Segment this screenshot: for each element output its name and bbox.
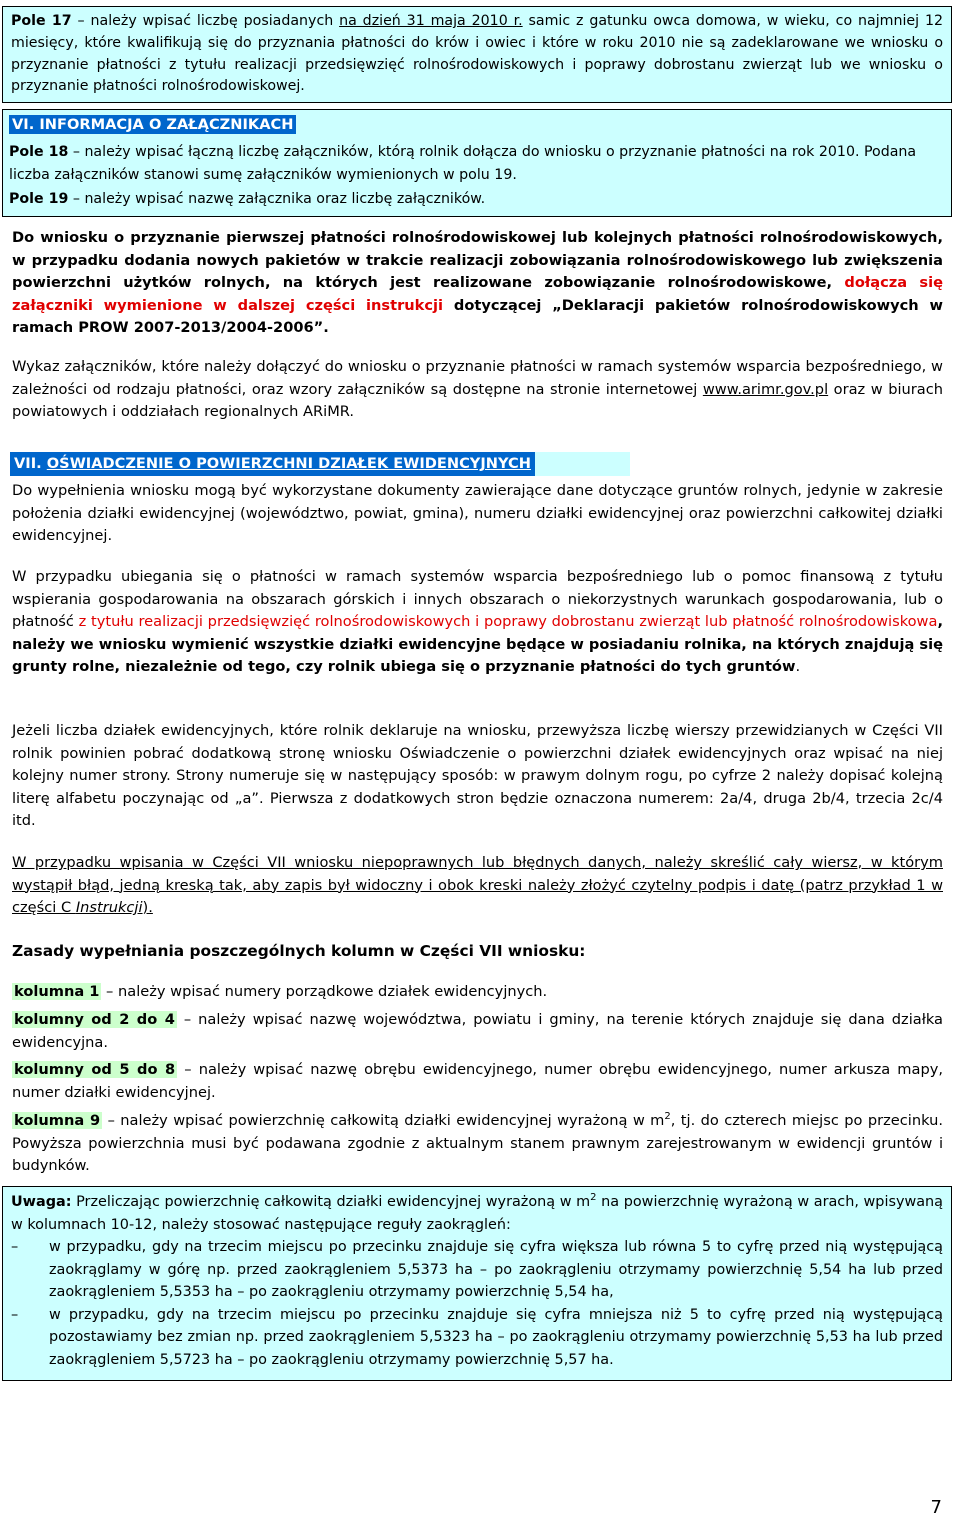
section7-heading (10, 452, 535, 476)
do-wniosku-red: dołącza się załączniki wymienione w dalszej części instrukcji (12, 274, 943, 314)
ubiegania-text1: W przypadku ubiegania się o płatności w ramach systemów wsparcia bezpośredniego lub o pomoc finansową z tytułu wspierania gospodarowania na obszarach górskich i innych obszarach o niekorzystnych warunkach gospodarowania, lub o płatność (12, 568, 943, 630)
bledy-italic: Instrukcji (75, 899, 143, 916)
ubiegania-bold: , należy we wniosku wymienić wszystkie działki ewidencyjne będące w posiadaniu rolnika, na których znajdują się grunty rolne, niezależnie od tego, czy rolnik ubiega się o przyznanie płatności do tych gruntów (12, 613, 943, 675)
uwaga-list-item (11, 1236, 943, 1304)
kolumna-1-text: – należy wpisać numery porządkowe działek ewidencyjnych. (101, 983, 548, 1000)
bledy-text1: W przypadku wpisania w Części VII wniosku niepoprawnych lub błędnych danych, należy skreślić cały wiersz, w którym wystąpił błąd, jedną kreską tak, aby zapis był widoczny i obok kreski należy złożyć czytelny podpis i datę (patrz przykład 1 w części C (12, 854, 943, 916)
kolumna-9-text-b: , tj. do czterech miejsc po przecinku. Powyższa powierzchnia musi być podawana zgodnie z aktualnym stanem prawnym zarejestrowanym w ewidencji gruntów i budynków. (12, 1112, 943, 1174)
do-wniosku-bold1: Do wniosku o przyznanie pierwszej płatności rolnośrodowiskowej lub kolejnych płatności rolnośrodowiskowych, w przypadku dodania nowych pakietów w trakcie realizacji zobowiązania rolnośrodowiskowego lub zwiększenia powierzchni użytków rolnych, na których jest realizowane zobowiązanie rolnośrodowiskowe, (12, 229, 943, 291)
page-number: 7 (930, 1497, 942, 1518)
do-wniosku-paragraph (12, 227, 943, 340)
uwaga-label: Uwaga: (11, 1194, 72, 1210)
pole19-text: – należy wpisać nazwę załącznika oraz liczbę załączników. (68, 191, 486, 207)
uwaga-intro (11, 1191, 943, 1236)
pole18-label: Pole 18 (9, 144, 69, 160)
wykaz-text2: oraz w biurach powiatowych i oddziałach regionalnych ARiMR. (12, 380, 944, 420)
kolumny-5-8-tag: kolumny od 5 do 8 (14, 1061, 176, 1078)
jezeli-paragraph: Jeżeli liczba działek ewidencyjnych, które rolnik deklaruje na wniosku, przewyższa liczbę wierszy przewidzianych w Części VII rolnik powinien pobrać dodatkową stronę wniosku Oświadczenie o powierzchni działek ewidencyjnych oraz wpisać na niej kolejny numer strony. Strony numeruje się w następujący sposób: w prawym dolnym rogu, po cyfrze 2 należy dopisać kolejną literę alfabetu poczynając od „a”. Pierwsza z dodatkowych stron będzie oznaczona numerem: 2a/4, druga 2b/4, trzecia 2c/4 itd. (12, 722, 943, 829)
wykaz-text1: Wykaz załączników, które należy dołączyć do wniosku o przyznanie płatności w ramach systemów wsparcia bezpośredniego, w zależności od rodzaju płatności, oraz wzory załączników są dostępne na stronie internetowej (12, 358, 943, 398)
wykaz-paragraph (12, 356, 943, 424)
uwaga-list (11, 1236, 943, 1371)
bledy-paragraph (12, 852, 943, 920)
kolumny-2-4-item (12, 1009, 943, 1054)
do-wniosku-bold2: dotyczącej „Deklaracji pakietów rolnośrodowiskowych w ramach PROW 2007-2013/2004-2006”. (12, 296, 943, 336)
pole18-paragraph (9, 141, 945, 187)
pole19-paragraph (9, 188, 945, 211)
wypelnienia-paragraph: Do wypełnienia wniosku mogą być wykorzystane dokumenty zawierające dane dotyczące gruntów rolnych, jedynie w zakresie położenia działki ewidencyjnej (województwo, powiat, gmina), numeru działki ewidencyjnej oraz powierzchni całkowitej działki ewidencyjnej. (12, 482, 943, 544)
pole17-dash-text: – należy wpisać liczbę posiadanych (71, 13, 340, 29)
section6-heading: VI. INFORMACJA O ZAŁĄCZNIKACH (9, 115, 296, 134)
uwaga-text-a: Przeliczając powierzchnię całkowitą działki ewidencyjnej wyrażoną w m (71, 1194, 591, 1210)
section7-heading-bar (10, 452, 630, 476)
pole17-label: Pole 17 (11, 13, 72, 29)
arimr-link[interactable]: www.arimr.gov.pl (702, 380, 829, 398)
pole19-label: Pole 19 (9, 191, 69, 207)
uwaga-list-item (11, 1304, 943, 1372)
uwaga-text-b: na powierzchnię wyrażoną w arach, wpisywaną w kolumnach 10-12, należy stosować następujące reguły zaokrągleń: (11, 1194, 943, 1233)
uwaga-item-text: w przypadku, gdy na trzecim miejscu po przecinku znajduje się cyfra mniejsza niż 5 to cyfrę przed nią występującą pozostawiamy bez zmian np. przed zaokrągleniem 5,5323 ha – po zaokrągleniu otrzymamy powierzchnię 5,53 ha lub przed zaokrągleniem 5,5723 ha – po zaokrągleniu otrzymamy powierzchnię 5,57 ha. (49, 1306, 943, 1368)
kolumna-9-sup: 2 (664, 1111, 671, 1123)
dash-bullet-icon: – (11, 1306, 19, 1323)
pole17-paragraph (11, 11, 943, 98)
kolumny-2-4-tag: kolumny od 2 do 4 (14, 1011, 175, 1028)
dash-bullet-icon: – (11, 1239, 19, 1255)
uwaga-box (2, 1186, 952, 1381)
kolumny-5-8-text: – należy wpisać nazwę obrębu ewidencyjnego, numer obrębu ewidencyjnego, numer arkusza mapy, numer działki ewidencyjnej. (12, 1061, 943, 1101)
section7-heading-rest: OŚWIADCZENIE O POWIERZCHNI DZIAŁEK EWIDENCYJNYCH (46, 455, 531, 472)
kolumna-1-tag: kolumna 1 (14, 983, 100, 1000)
ubiegania-end: . (795, 658, 801, 675)
section6-heading-line (9, 115, 945, 134)
kolumna-9-item (12, 1110, 943, 1178)
bledy-text2: ). (142, 899, 153, 916)
uwaga-item-text: w przypadku, gdy na trzecim miejscu po przecinku znajduje się cyfra większa lub równa 5 to cyfrę przed nią występującą zaokrąglamy w górę np. przed zaokrągleniem 5,5373 ha – po zaokrągleniu otrzymamy powierzchnię 5,54 ha lub przed zaokrągleniem 5,5353 ha – po zaokrągleniu otrzymamy powierzchnię 5,54 ha, (49, 1239, 943, 1300)
pole18-text: – należy wpisać łączną liczbę załączników, którą rolnik dołącza do wniosku o przyznanie płatności na rok 2010. Podana liczba załączników stanowi sumę załączników wymienionych w polu 19. (9, 144, 917, 183)
kolumny-2-4-text: – należy wpisać nazwę województwa, powiatu i gminy, na terenie których znajduje się dana działka ewidencyjna. (12, 1011, 943, 1051)
kolumna-9-text-a: – należy wpisać powierzchnię całkowitą działki ewidencyjnej wyrażoną w m (102, 1112, 665, 1129)
uwaga-sup: 2 (590, 1192, 597, 1204)
pole17-text: samic z gatunku owca domowa, w wieku, co najmniej 12 miesięcy, które kwalifikują się do przyznania płatności do krów i owiec i które w roku 2010 nie są zadeklarowane we wniosku o przyznanie płatności z tytułu realizacji przedsięwzięć rolnośrodowiskowych i poprawy dobrostanu zwierząt lub we wniosku o przyznanie płatności rolnośrodowiskowej. (11, 13, 943, 95)
ubiegania-red: z tytułu realizacji przedsięwzięć rolnośrodowiskowych i poprawy dobrostanu zwierząt lub płatność rolnośrodowiskowa (78, 613, 938, 630)
pole17-date: na dzień 31 maja 2010 r. (339, 13, 523, 29)
zasady-heading: Zasady wypełniania poszczególnych kolumn w Części VII wniosku: (12, 942, 586, 960)
kolumny-5-8-item (12, 1059, 943, 1104)
kolumna-1-item (12, 981, 943, 1004)
pole17-box (2, 6, 952, 103)
section6-box (2, 109, 952, 217)
ubiegania-paragraph (12, 566, 943, 679)
section7-heading-prefix: VII. (14, 455, 47, 472)
kolumna-9-tag: kolumna 9 (14, 1112, 101, 1129)
